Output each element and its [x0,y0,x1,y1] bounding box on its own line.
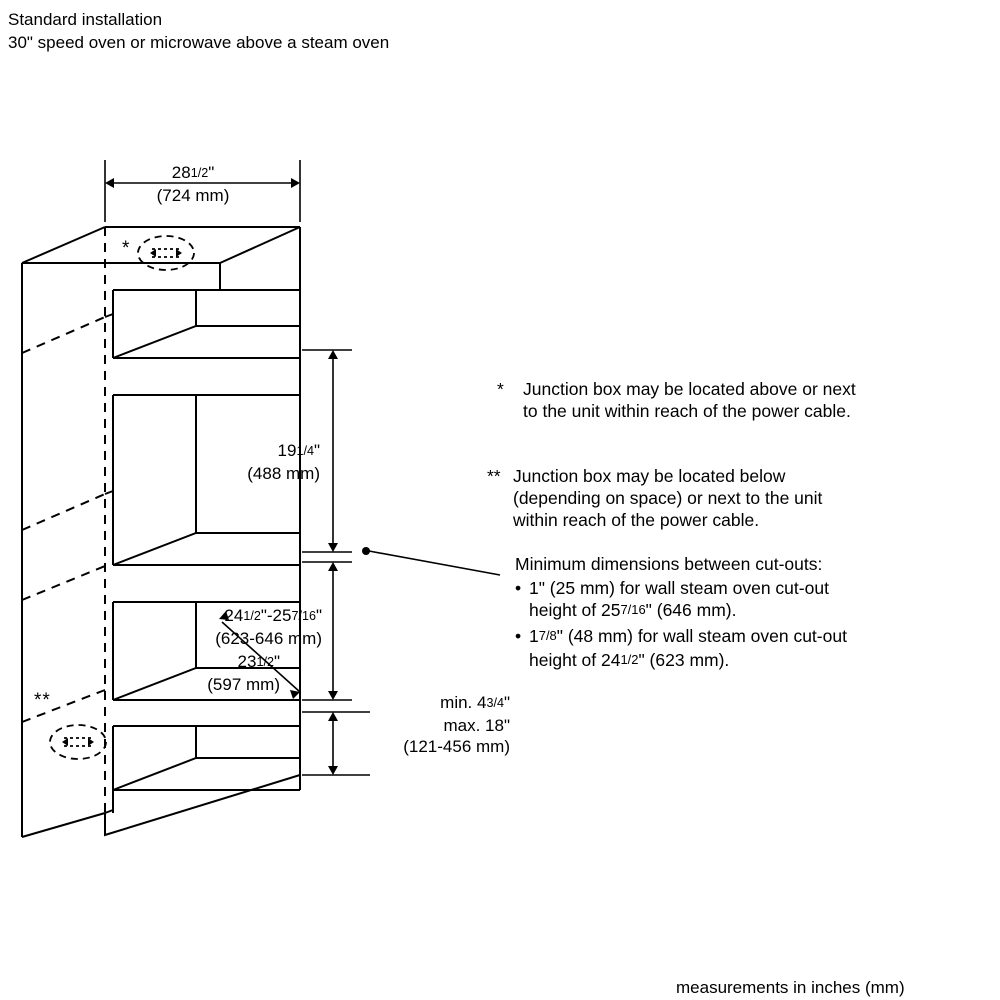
note-junction-below-line-1: Junction box may be located below [513,466,786,486]
title-line-2: 30" speed oven or microwave above a steam oven [8,33,390,52]
dim-floor-min-pre: min. 4 [440,693,487,712]
hidden-shelf-stub-2 [105,491,113,494]
cabinet-plinth [105,755,300,835]
dim-depth-suffix: " [273,652,280,671]
note-junction-below-line-3: within reach of the power cable. [513,510,760,530]
dim-floor-min-num: 3 [486,695,494,710]
dim-label-upper-cutout: 191/4" (488 mm) [155,440,320,484]
hidden-shelf-line-1 [22,317,105,353]
dim-upper-num: 1 [296,443,304,458]
bullet-2-line-1: 1 [529,626,539,646]
dim-depth-whole: 23 [237,652,257,671]
bullet-2-line-1-frac-den: 8 [549,628,557,644]
dim-floor-arrow-bottom [328,766,338,775]
dim-upper-arrow-bottom [328,543,338,552]
bullet-2-frac-den: 2 [631,652,639,668]
upper-cavity-floor-iso [113,533,300,565]
measurement-units-note: measurements in inches (mm) [676,978,905,997]
dim-depth-metric: (597 mm) [207,675,280,694]
dim-upper-suffix: " [313,441,320,460]
dim-width-num: 1 [190,165,198,180]
dim-width-suffix: " [208,163,215,182]
dim-label-lower-cutout: 241/2"-257/16" (623-646 mm) [110,605,322,649]
dim-width-den: 2 [201,165,209,180]
note-min-dimensions [515,553,847,673]
dim-label-floor-clearance: min. 43/4" max. 18" (121-456 mm) [330,692,510,757]
note-min-dimensions-heading: Minimum dimensions between cut-outs: [515,554,823,574]
leader-dot [362,547,370,555]
note-junction-above-line-1: Junction box may be located above or next [523,379,856,399]
note-junction-below [487,465,822,531]
note-junction-above-marker: * [497,379,504,399]
dim-floor-min-suffix: " [503,693,510,712]
hidden-shelf-line-2 [22,494,105,530]
note-junction-above-line-2: to the unit within reach of the power cable. [523,401,851,421]
junction-box-bottom-symbol [50,725,106,759]
dim-lower-metric: (623-646 mm) [215,629,322,648]
cabinet-top-right-diagonal [220,227,300,263]
dim-lower-num-a: 1 [243,608,251,623]
junction-box-top-symbol [138,236,194,270]
bullet-1-line-2-post: " (646 mm). [645,600,737,620]
dim-depth-den: 2 [266,654,274,669]
bullet-char-2: • [515,626,522,646]
dim-upper-den: 4 [306,443,314,458]
dim-lower-den-b: 16 [301,608,316,623]
dim-upper-arrow-top [328,350,338,359]
dim-lower-suffix-a: " [260,606,267,625]
min-dimension-bullet-1: • 1" (25 mm) for wall steam oven cut-out height of 257/16" (646 mm). [515,577,847,623]
dim-lower-den-a: 2 [253,608,261,623]
note-junction-below-line-2: (depending on space) or next to the unit [513,488,823,508]
leader-line-min-dimensions [369,551,500,575]
dim-lower-dash: - [266,606,273,625]
hidden-shelf-line-3 [22,566,105,600]
marker-bottom-junction: ** [34,690,51,711]
note-junction-below-marker: ** [487,466,501,486]
dim-width-metric: (724 mm) [156,186,230,205]
bullet-1-frac-den: 16 [631,602,646,618]
bullet-2-line-1-post: " (48 mm) for wall steam oven cut-out [556,626,847,646]
base-shelf-floor-iso [113,758,300,790]
bullet-char-1: • [515,578,522,598]
dim-upper-whole: 19 [277,441,297,460]
dim-label-depth: 231/2" (597 mm) [110,651,280,695]
cabinet-top-left-edge [22,227,105,263]
bullet-1-line-2-pre: height of 25 [529,600,621,620]
dim-label-width: 281/2" (724 mm) [118,162,268,206]
dim-floor-metric: (121-456 mm) [403,737,510,756]
cabinet-bottom-front-edge [22,813,105,837]
dim-upper-metric: (488 mm) [247,464,320,483]
bullet-1-frac-num: 7 [620,602,628,618]
note-junction-above [497,378,856,422]
upper-cutout-top-shelf-iso [113,326,300,358]
dim-lower-whole-a: 24 [224,606,244,625]
marker-top-junction: * [122,238,131,259]
dim-width-whole: 28 [171,163,191,182]
dim-lower-num-b: 7 [291,608,299,623]
dim-lower-whole-b: 25 [272,606,292,625]
dim-floor-max: max. 18" [443,716,510,735]
title-line-1: Standard installation [8,10,163,29]
dim-depth-num: 1 [256,654,264,669]
dim-width-arrow-left [105,178,114,188]
dim-lower-suffix-b: " [315,606,322,625]
bullet-2-frac-num: 1 [620,652,628,668]
bullet-2-line-1-frac-num: 7 [538,628,546,644]
hidden-shelf-stub-1 [105,314,113,317]
base-bottom-stub [105,810,113,813]
bullet-2-line-2-pre: height of 24 [529,650,621,670]
min-dimension-bullet-2: • 17/8" (48 mm) for wall steam oven cut-out height of 241/2" (623 mm). [515,625,847,673]
dim-floor-min-den: 4 [496,695,504,710]
bullet-2-line-2-post: " (623 mm). [638,650,730,670]
dim-lower-arrow-top [328,562,338,571]
bullet-1-line-1: 1" (25 mm) for wall steam oven cut-out [529,578,829,598]
